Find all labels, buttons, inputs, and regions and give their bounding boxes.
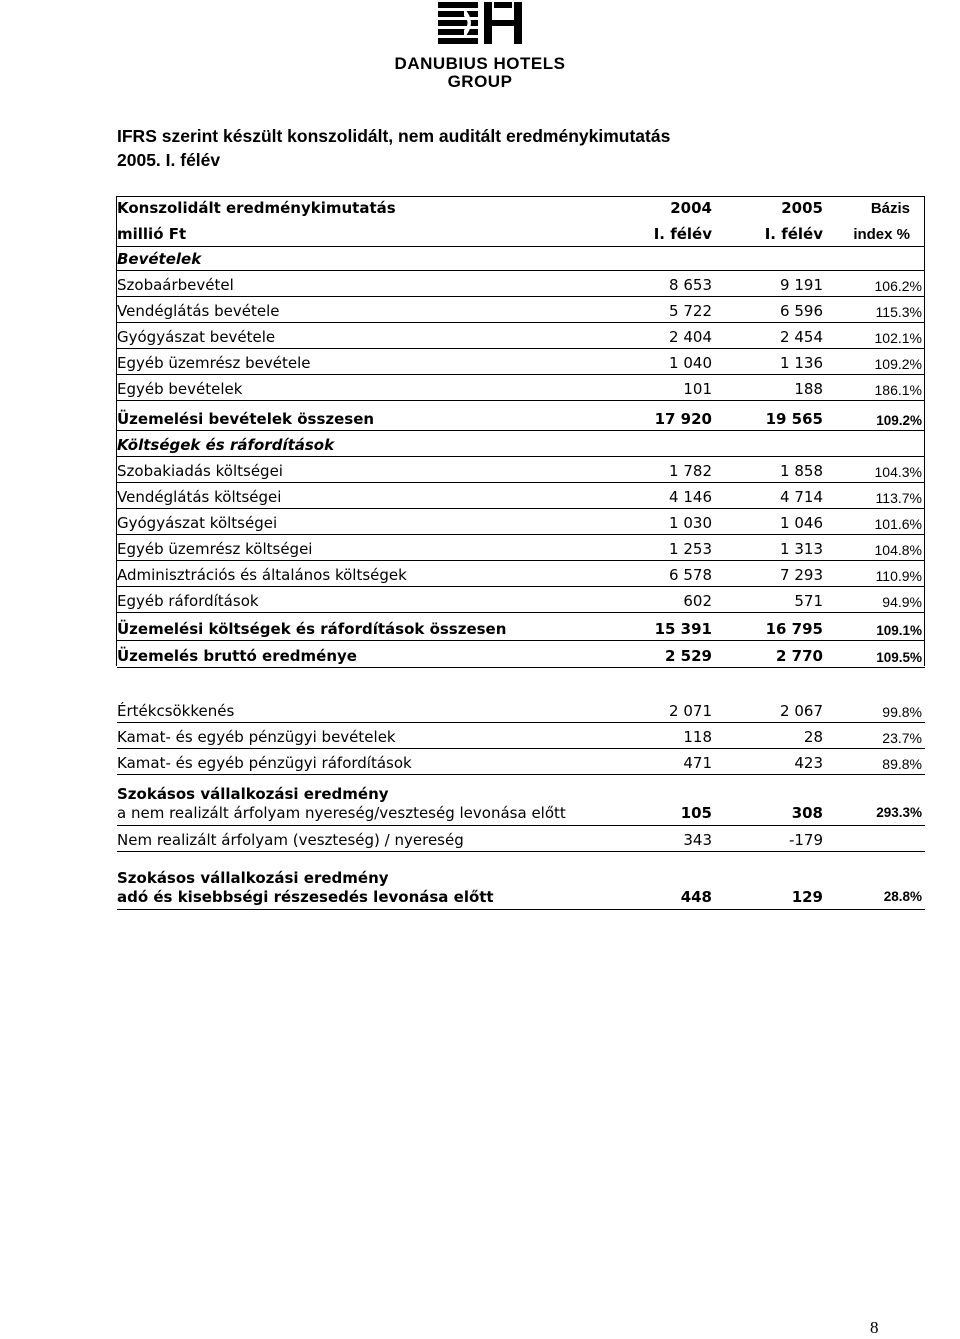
row-label-line-2: a nem realizált árfolyam nyereség/veszteség levonása előtt [117,804,566,822]
row-label: Gyógyászat bevétele [117,328,276,346]
header-2004-period: I. félév [653,225,712,243]
row-value-2004: 1 030 [669,514,712,532]
header-2005-period: I. félév [764,225,823,243]
row-value-2005: 188 [794,380,823,398]
section-costs-label: Költségek és ráfordítások [117,436,335,454]
table-row [117,512,925,535]
row-index: 115.3% [875,304,922,320]
header-unit: millió Ft [117,225,187,243]
table-row [117,378,925,401]
table-row [117,326,925,349]
ordinary-result-before-tax-row [117,869,925,913]
row-value-2005: 308 [791,804,823,822]
table-row [117,352,925,375]
row-value-2005: 1 046 [780,514,823,532]
row-label: Vendéglátás költségei [117,488,282,506]
row-label-line-1: Szokásos vállalkozási eredmény [117,785,389,803]
row-value-2004: 343 [683,831,712,849]
row-label: Egyéb üzemrész bevétele [117,354,311,372]
table-row [117,274,925,297]
document-title [117,124,670,172]
table-row [117,752,925,775]
row-value-2005: 4 714 [780,488,823,506]
row-value-2005: 2 454 [780,328,823,346]
row-value-2004: 2 529 [665,647,712,665]
row-underline [117,825,925,826]
row-value-2004: 17 920 [654,410,712,428]
table-row [117,538,925,561]
row-index: 28.8% [883,889,922,904]
table-row [117,486,925,509]
row-label: Vendéglátás bevétele [117,302,280,320]
row-value-2005: 9 191 [780,276,823,294]
row-value-2004: 2 404 [669,328,712,346]
row-value-2005: -179 [788,831,823,849]
page-number: 8 [870,1318,879,1337]
section-revenue [117,248,925,271]
row-index: 109.1% [876,623,922,638]
row-value-2004: 1 040 [669,354,712,372]
row-label: Üzemelési költségek és ráfordítások összesen [117,620,507,638]
row-value-2005: 423 [794,754,823,772]
row-label-line-2: adó és kisebbségi részesedés levonása előtt [117,888,494,906]
row-label: Gyógyászat költségei [117,514,278,532]
row-index: 109.5% [876,650,922,665]
row-label: Nem realizált árfolyam (veszteség) / nyereség [117,831,464,849]
row-value-2005: 16 795 [765,620,823,638]
row-value-2004: 471 [683,754,712,772]
row-value-2004: 2 071 [669,702,712,720]
document-title-line-1: IFRS szerint készült konszolidált, nem auditált eredménykimutatás [117,126,671,146]
row-label: Egyéb üzemrész költségei [117,540,313,558]
table-header-row-2 [117,222,925,247]
row-label: Kamat- és egyéb pénzügyi ráfordítások [117,754,412,772]
row-value-2004: 1 253 [669,540,712,558]
row-label: Szobakiadás költségei [117,462,283,480]
row-index: 104.3% [874,464,922,480]
table-row [117,564,925,587]
unrealized-fx-row [117,829,925,852]
row-index: 109.2% [876,413,922,428]
row-label: Szobaárbevétel [117,276,234,294]
document-title-line-2: 2005. I. félév [117,150,221,170]
row-value-2005: 19 565 [765,410,823,428]
row-index: 89.8% [882,756,922,772]
row-underline [117,909,925,910]
row-value-2004: 8 653 [669,276,712,294]
row-index: 94.9% [882,594,922,610]
row-value-2005: 129 [791,888,823,906]
revenue-total-row [117,408,925,431]
row-value-2004: 105 [680,804,712,822]
table-row [117,590,925,613]
row-value-2005: 1 313 [780,540,823,558]
logo-line-2: GROUP [447,72,513,91]
ordinary-result-before-fx-row [117,785,925,829]
section-costs [117,434,925,457]
header-2004: 2004 [670,199,712,217]
header-label: Konszolidált eredménykimutatás [117,199,396,217]
row-value-2005: 1 136 [780,354,823,372]
logo-line-1: DANUBIUS HOTELS [394,54,566,73]
row-index: 106.2% [874,278,922,294]
row-index: 113.7% [875,490,922,506]
row-index: 186.1% [874,382,922,398]
row-index: 109.2% [874,356,922,372]
table-row [117,460,925,483]
row-value-2004: 6 578 [669,566,712,584]
header-index: index % [853,226,910,243]
row-label: Kamat- és egyéb pénzügyi bevételek [117,728,396,746]
row-value-2005: 571 [794,592,823,610]
cost-total-row [117,618,925,641]
row-index: 102.1% [874,330,922,346]
table-row [117,700,925,723]
row-label: Üzemelési bevételek összesen [117,410,375,428]
row-value-2005: 2 770 [776,647,823,665]
row-label-line-1: Szokásos vállalkozási eredmény [117,869,389,887]
table-row [117,726,925,749]
row-value-2005: 6 596 [780,302,823,320]
header-2005: 2005 [781,199,823,217]
row-label: Egyéb bevételek [117,380,243,398]
row-label: Értékcsökkenés [117,702,235,720]
row-value-2004: 118 [683,728,712,746]
row-value-2004: 1 782 [669,462,712,480]
row-value-2004: 448 [680,888,712,906]
row-value-2005: 28 [803,728,823,746]
table-row [117,300,925,323]
row-value-2005: 2 067 [780,702,823,720]
row-label: Egyéb ráfordítások [117,592,259,610]
row-index: 23.7% [882,730,922,746]
company-logo [360,0,600,92]
row-value-2005: 1 858 [780,462,823,480]
table-header-row-1 [117,196,925,220]
row-label: Adminisztrációs és általános költségek [117,566,407,584]
row-value-2004: 15 391 [654,620,712,638]
row-index: 104.8% [874,542,922,558]
row-value-2004: 101 [683,380,712,398]
row-index: 101.6% [874,516,922,532]
header-base: Bázis [870,200,910,217]
danubius-dh-logo-icon [434,0,526,50]
gross-result-row [117,645,925,668]
row-value-2004: 602 [683,592,712,610]
row-value-2005: 7 293 [780,566,823,584]
row-label: Üzemelés bruttó eredménye [117,647,357,665]
row-value-2004: 4 146 [669,488,712,506]
section-revenue-label: Bevételek [117,250,202,268]
row-index: 110.9% [875,568,922,584]
row-value-2004: 5 722 [669,302,712,320]
row-index: 99.8% [882,704,922,720]
row-index: 293.3% [876,805,922,820]
